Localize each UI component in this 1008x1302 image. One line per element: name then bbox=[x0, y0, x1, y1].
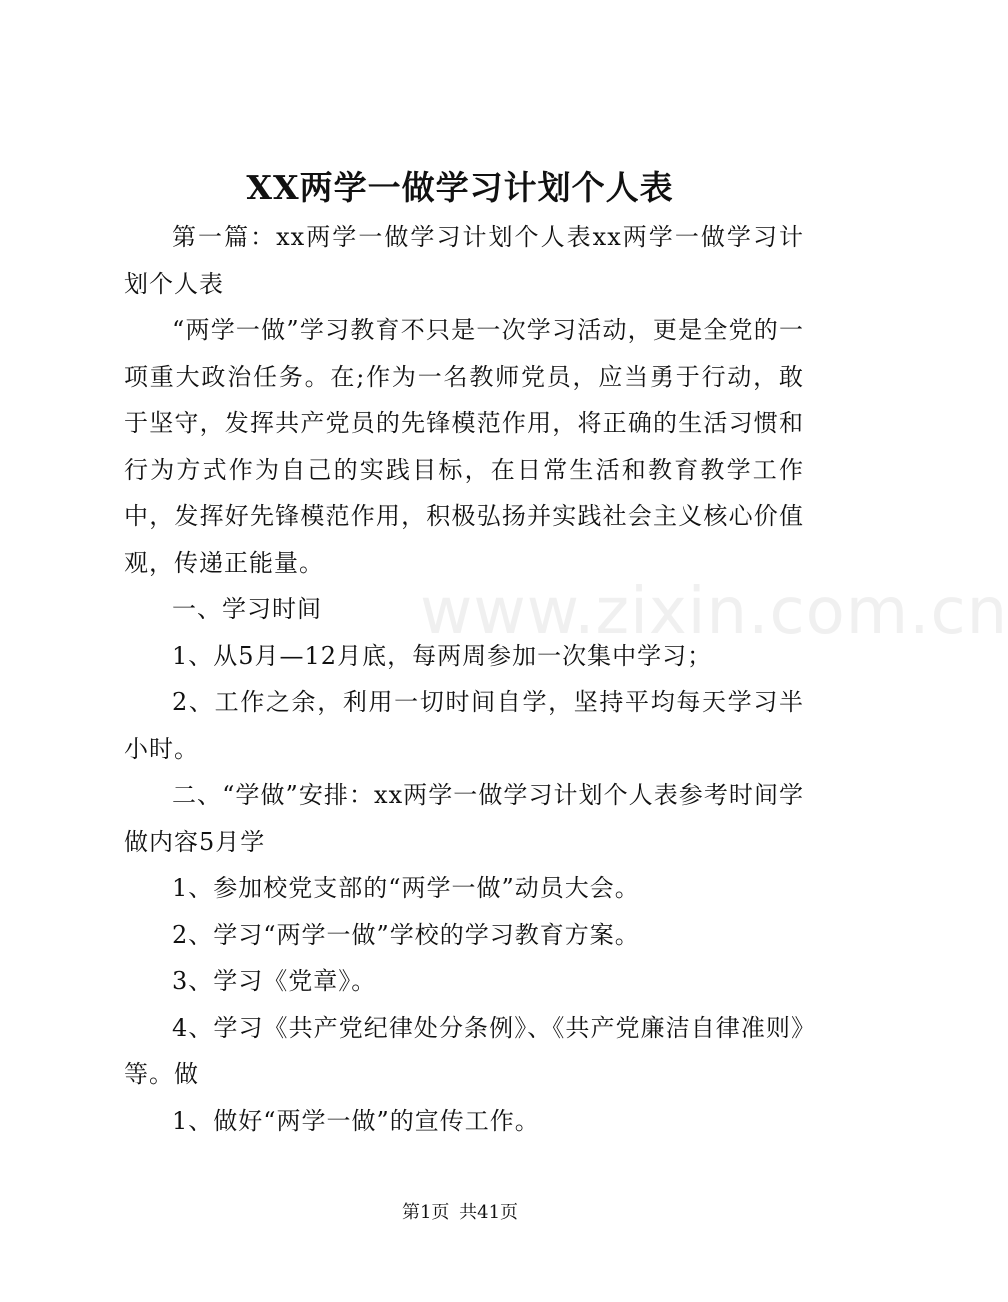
list-item: 1、做好“两学一做”的宣传工作。 bbox=[172, 1106, 540, 1135]
page-footer bbox=[0, 1198, 920, 1224]
list-item: 1、参加校党支部的“两学一做”动员大会。 bbox=[172, 874, 640, 902]
paragraph-main: “两学一做”学习教育不只是一次学习活动，更是全党的一项重大政治任务。在;作为一名教师党员，应当勇于行动，敢于坚守，发挥共产党员的先锋模范作用，将正确的生活习惯和行为方式作为自己的实践目标，在日常生活和教育教学工作中，发挥好先锋模范作用，积极弘扬并实践社会主义核心价值观，传递正能量。 bbox=[124, 316, 804, 577]
document-title: XX两学一做学习计划个人表 bbox=[246, 168, 674, 207]
document-body bbox=[124, 214, 804, 1144]
list-item: 2、工作之余，利用一切时间自学，坚持平均每天学习半小时。 bbox=[124, 688, 804, 763]
list-item: 2、学习“两学一做”学校的学习教育方案。 bbox=[172, 920, 640, 949]
heading-arrangement: 二、“学做”安排：xx两学一做学习计划个人表参考时间学做内容5月学 bbox=[124, 781, 804, 856]
paragraph-intro: 第一篇：xx两学一做学习计划个人表xx两学一做学习计划个人表 bbox=[124, 223, 804, 298]
heading-study-time: 一、学习时间 bbox=[172, 595, 322, 623]
list-item: 4、学习《共产党纪律处分条例》、《共产党廉洁自律准则》等。做 bbox=[124, 1013, 804, 1088]
watermark-text: www.zixin.com.cn bbox=[420, 575, 1008, 649]
page-total: 共41页 bbox=[459, 1202, 519, 1223]
list-item: 3、学习《党章》。 bbox=[172, 967, 377, 995]
page-number: 第1页 bbox=[401, 1202, 450, 1223]
list-item: 1、从5月—12月底，每两周参加一次集中学习； bbox=[172, 641, 713, 670]
